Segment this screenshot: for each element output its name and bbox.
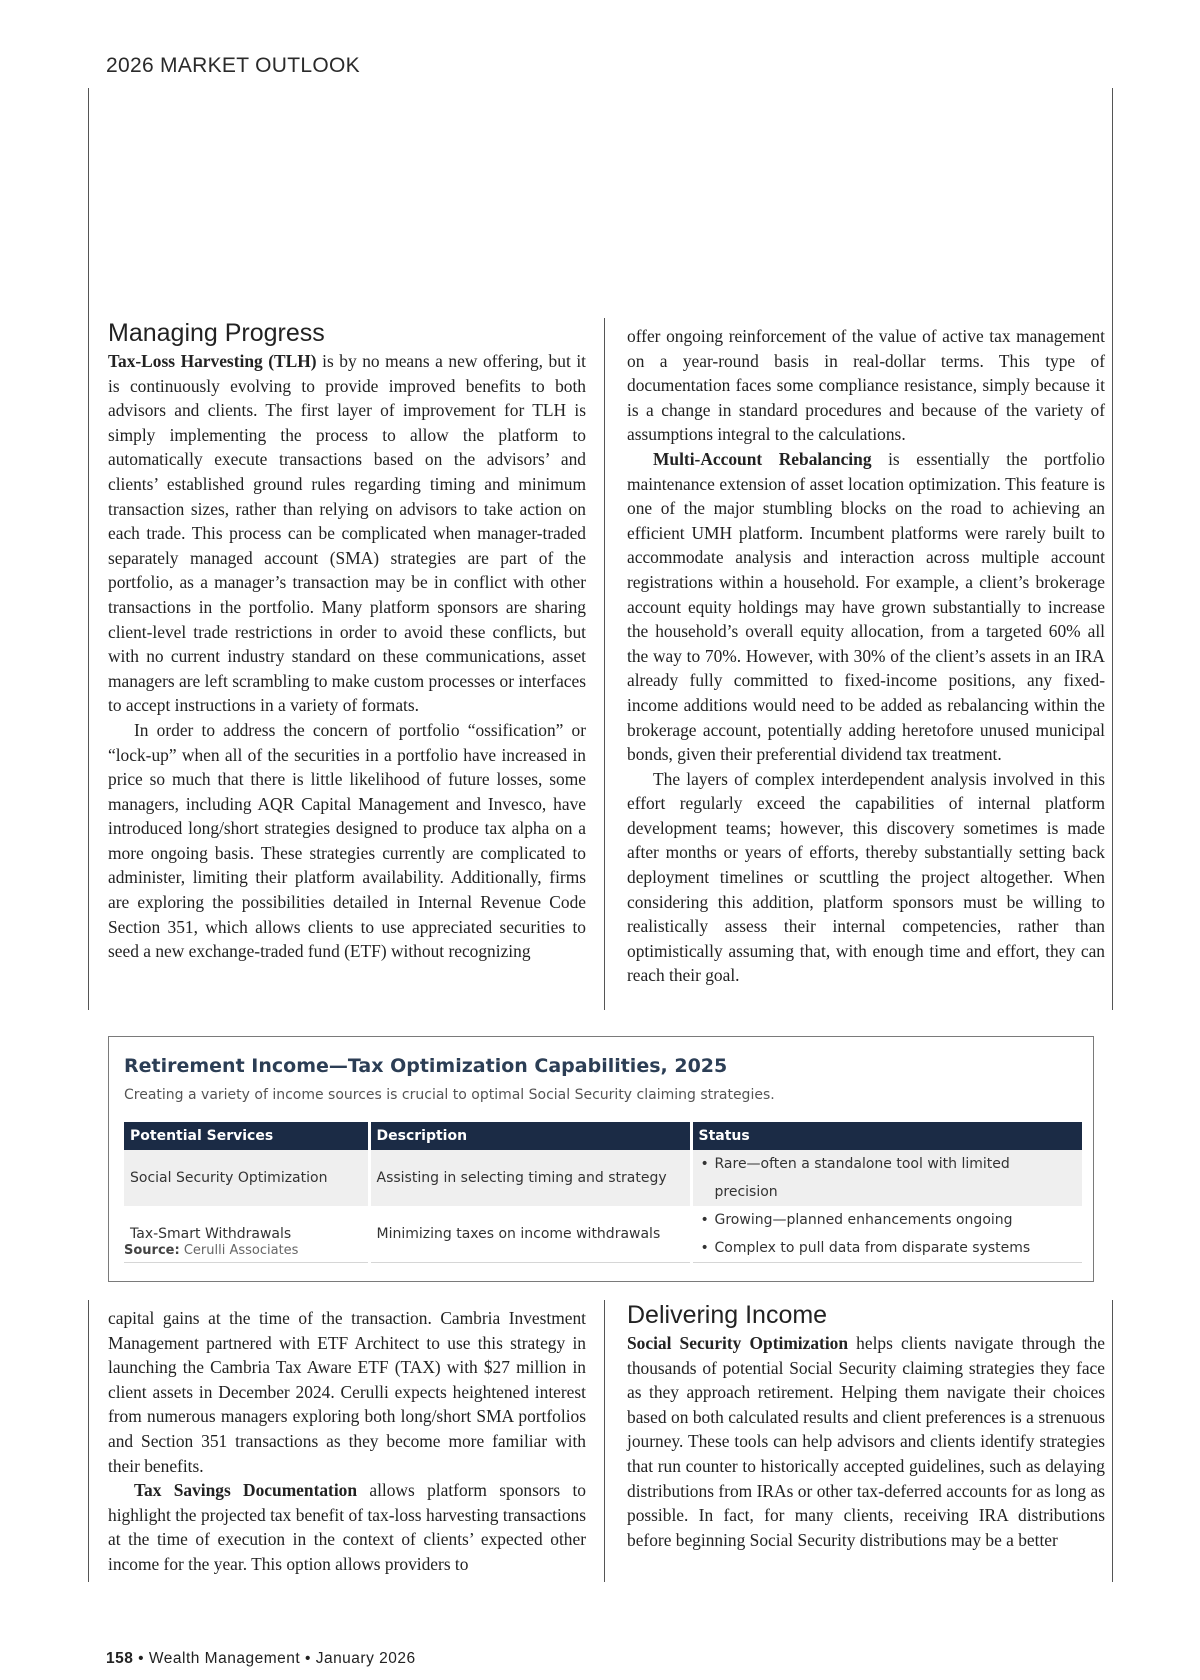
paragraph-cambria: capital gains at the time of the transaction. Cambria Investment Management partnered with ETF Architect to use this strategy in launching the Cambria Tax Aware ETF (TAX) with $27 million in client assets in December 2024. Cerulli expects heightened interest from numerous managers exploring both long/short SMA portfolios and Section 351 transactions as they become more familiar with their benefits.	[108, 1308, 586, 1476]
article-column-top-right	[627, 324, 1105, 988]
table-row	[124, 1150, 1082, 1206]
paragraph-tlh-text: is by no means a new offering, but it is continuously evolving to provide improved benefits to both advisors and clients. The first layer of improvement for TLH is simply implementing the process to allow the platform to automatically execute transactions based on the advisors’ and clients’ established ground rules regarding timing and minimum transaction sizes, rather than relying on advisors to take action on each trade. This process can be complicated when manager-traded separately managed account (SMA) strategies are part of the portfolio, as a manager’s transaction may be in conflict with other transactions in the portfolio. Many platform sponsors are sharing client-level trade restrictions in order to avoid these conflicts, but with no current industry standard on these communications, asset managers are left scrambling to make custom processes or interfaces to accept instructions in a variety of formats.	[108, 351, 586, 716]
exhibit-source	[124, 1243, 298, 1258]
section-heading-delivering-income: Delivering Income	[627, 1301, 828, 1329]
article-column-bottom-left	[108, 1306, 586, 1577]
term-tax-savings-documentation: Tax Savings Documentation	[134, 1480, 358, 1501]
paragraph-social-security	[627, 1331, 1105, 1552]
left-rule-top	[88, 88, 89, 1010]
center-rule-bottom	[604, 1300, 605, 1582]
term-multi-account-rebalancing: Multi-Account Rebalancing	[653, 448, 872, 469]
article-column-bottom-right	[627, 1300, 1105, 1552]
cell-description: Assisting in selecting timing and strategy	[369, 1150, 691, 1206]
right-rule-bottom	[1112, 1300, 1113, 1582]
paragraph-multi-account-text: is essentially the portfolio maintenance extension of asset location optimization. This feature is one of the major stumbling blocks on the road to achieving an efficient UMH platform. Incumbent platforms were rarely built to accommodate analysis and interaction across multiple account registrations within a household. For example, a client’s brokerage account equity holdings may have grown substantially to increase the household’s overall equity allocation, from a targeted 60% all the way to 70%. However, with 30% of the client’s assets in an IRA already fully committed to fixed-income positions, any fixed-income additions would need to be added as rebalancing within the brokerage account, potentially adding heretofore unused municipal bonds, given their preferential dividend tax treatment.	[627, 448, 1105, 765]
paragraph-tax-savings	[108, 1478, 586, 1576]
column-header-services: Potential Services	[124, 1122, 369, 1150]
exhibit-title: Retirement Income—Tax Optimization Capabilities, 2025	[124, 1055, 728, 1077]
status-bullet: • Rare—often a standalone tool with limited precision	[699, 1150, 1077, 1206]
cell-service: Tax-Smart Withdrawals	[124, 1206, 369, 1263]
paragraph-tax-savings-text: allows platform sponsors to highlight the projected tax benefit of tax-loss harvesting transactions at the time of execution in the context of clients’ expected other income for the year. This option allows providers to	[108, 1480, 586, 1574]
paragraph-social-security-text: helps clients navigate through the thousands of potential Social Security claiming strategies they face as they approach retirement. Helping them navigate their choices based on both calculated results and client preferences is a strenuous journey. These tools can help advisors and clients identify strategies that run counter to historically accepted guidelines, such as delaying distributions from IRAs or other tax-deferred accounts for as long as possible. In fact, for many clients, receiving IRA distributions before beginning Social Security distributions may be a better	[627, 1333, 1105, 1550]
table-header-row	[124, 1122, 1082, 1150]
column-header-description: Description	[369, 1122, 691, 1150]
term-tlh: Tax-Loss Harvesting (TLH)	[108, 351, 317, 371]
page-footer	[106, 1650, 416, 1668]
source-value: Cerulli Associates	[179, 1243, 299, 1258]
capabilities-table	[124, 1122, 1082, 1263]
column-header-status: Status	[691, 1122, 1082, 1150]
cell-service: Social Security Optimization	[124, 1150, 369, 1206]
exhibit-subtitle: Creating a variety of income sources is crucial to optimal Social Security claiming strategies.	[124, 1087, 775, 1103]
left-rule-bottom	[88, 1300, 89, 1582]
paragraph-reinforcement: offer ongoing reinforcement of the value of active tax management on a year-round basis in real-dollar terms. This type of documentation faces some compliance resistance, simply because it is a change in standard procedures and because of the variety of assumptions integral to the calculations.	[627, 326, 1105, 445]
article-column-top-left	[108, 318, 586, 964]
cell-status	[691, 1150, 1082, 1206]
cell-description: Minimizing taxes on income withdrawals	[369, 1206, 691, 1263]
section-heading-managing-progress: Managing Progress	[108, 319, 325, 347]
page-number: 158	[106, 1650, 134, 1667]
cell-status	[691, 1206, 1082, 1263]
term-social-security-optimization: Social Security Optimization	[627, 1333, 849, 1353]
status-bullet: • Complex to pull data from disparate systems	[699, 1234, 1077, 1262]
status-bullet: • Growing—planned enhancements ongoing	[699, 1206, 1077, 1234]
right-rule-top	[1112, 88, 1113, 1010]
exhibit-box	[108, 1036, 1094, 1282]
paragraph-layers: The layers of complex interdependent analysis involved in this effort regularly exceed the capabilities of internal platform development teams; however, this discovery sometimes is made after months or years of efforts, thereby substantially setting back deployment timelines or scuttling the project altogether. When considering this addition, platform sponsors must be willing to realistically assess their internal competencies, rather than optimistically assuming that, with enough time and effort, they can reach their goal.	[627, 768, 1105, 986]
center-rule-top	[604, 318, 605, 1010]
paragraph-ossification: In order to address the concern of portfolio “ossification” or “lock-up” when all of the securities in a portfolio have increased in price so much that there is little likelihood of future losses, some managers, including AQR Capital Management and Invesco, have introduced long/short strategies designed to produce tax alpha on a more ongoing basis. These strategies currently are complicated to administer, limiting their platform availability. Additionally, firms are exploring the possibilities detailed in Internal Revenue Code Section 351, which allows clients to use appreciated securities to seed a new exchange-traded fund (ETF) without recognizing	[108, 719, 586, 962]
footer-publication: • Wealth Management • January 2026	[133, 1650, 416, 1667]
paragraph-tlh	[108, 349, 586, 718]
source-label: Source:	[124, 1243, 180, 1258]
paragraph-multi-account	[627, 447, 1105, 767]
page-header: 2026 MARKET OUTLOOK	[106, 54, 360, 77]
